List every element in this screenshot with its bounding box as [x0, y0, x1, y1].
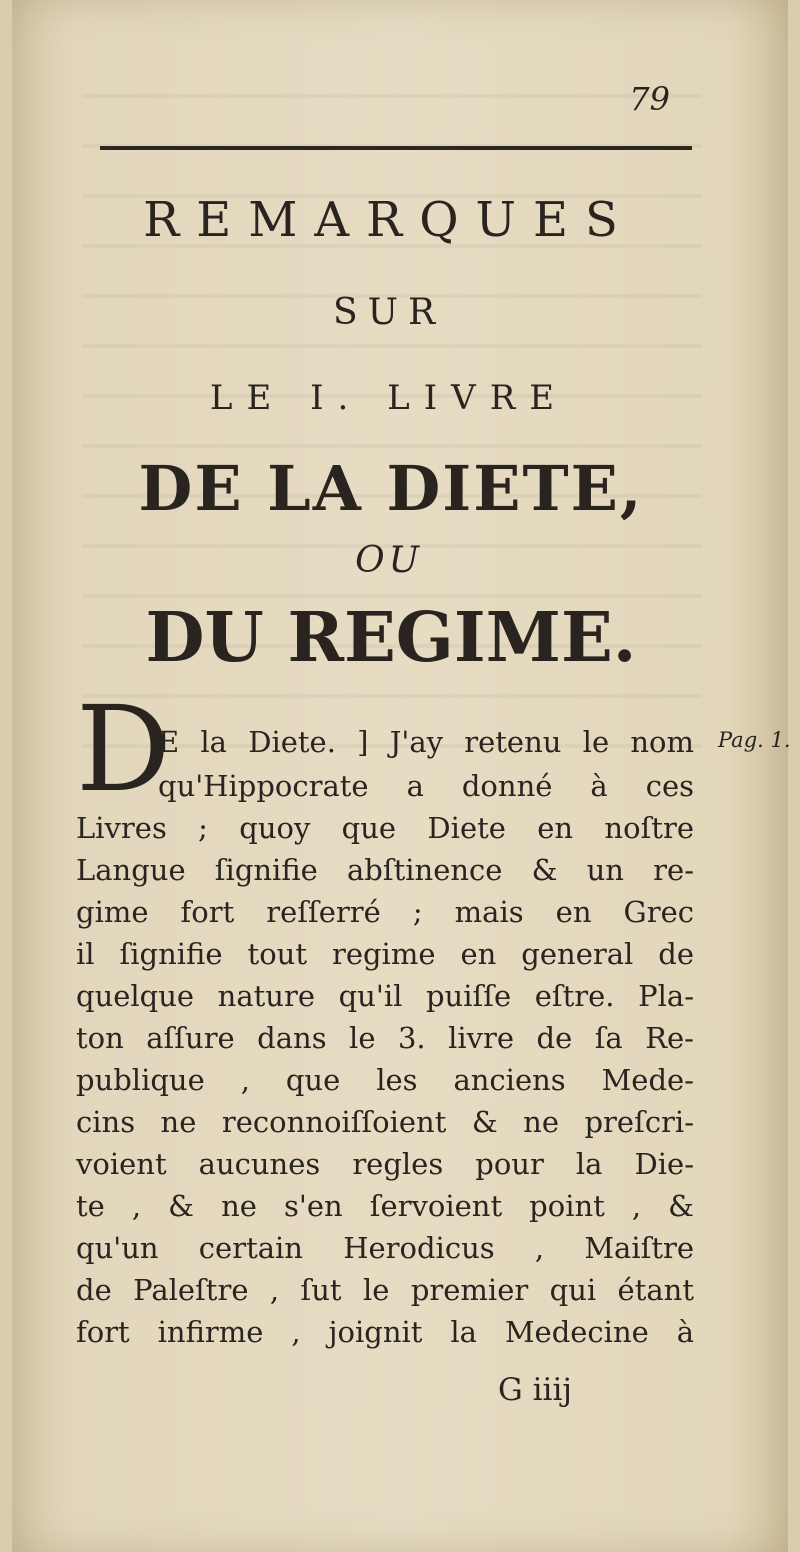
- margin-reference: Pag. 1.: [718, 728, 791, 752]
- header-rule: [100, 146, 692, 150]
- body-line: cins ne reconnoiſſoient & ne preſcri-: [76, 1105, 694, 1139]
- body-line: qu'Hippocrate a donné à ces: [158, 769, 694, 803]
- body-line: de Paleſtre , ſut le premier qui étant: [76, 1273, 694, 1307]
- body-line: publique , que les anciens Mede-: [76, 1063, 694, 1097]
- body-line: fort infirme , joignit la Medecine à: [76, 1315, 694, 1349]
- body-line: gime fort reſſerré ; mais en Grec: [76, 895, 694, 929]
- body-line: E la Diete. ] J'ay retenu le nom: [158, 725, 694, 759]
- title-regime: DU REGIME.: [145, 598, 637, 678]
- catchword: G iiij: [498, 1372, 572, 1408]
- title-livre: LE I. LIVRE: [209, 378, 569, 418]
- title-diete: DE LA DIETE,: [138, 452, 644, 525]
- title-sur: SUR: [332, 292, 446, 333]
- title-remarques: REMARQUES: [143, 192, 635, 248]
- body-line: ton aſſure dans le 3. livre de ſa Re-: [76, 1021, 694, 1055]
- body-line: Langue ſignifie abſtinence & un re-: [76, 853, 694, 887]
- title-ou: OU: [355, 540, 423, 581]
- body-line: il ſignifie tout regime en general de: [76, 937, 694, 971]
- body-line: quelque nature qu'il puiſſe eſtre. Pla-: [76, 979, 694, 1013]
- body-line: Livres ; quoy que Diete en noſtre: [76, 811, 694, 845]
- book-page: [12, 0, 791, 1552]
- body-line: te , & ne s'en ſervoient point , &: [76, 1189, 694, 1223]
- body-line: voient aucunes regles pour la Die-: [76, 1147, 694, 1181]
- page-number: 79: [629, 80, 670, 118]
- drop-cap: D: [76, 680, 171, 818]
- body-line: qu'un certain Herodicus , Maiſtre: [76, 1231, 694, 1265]
